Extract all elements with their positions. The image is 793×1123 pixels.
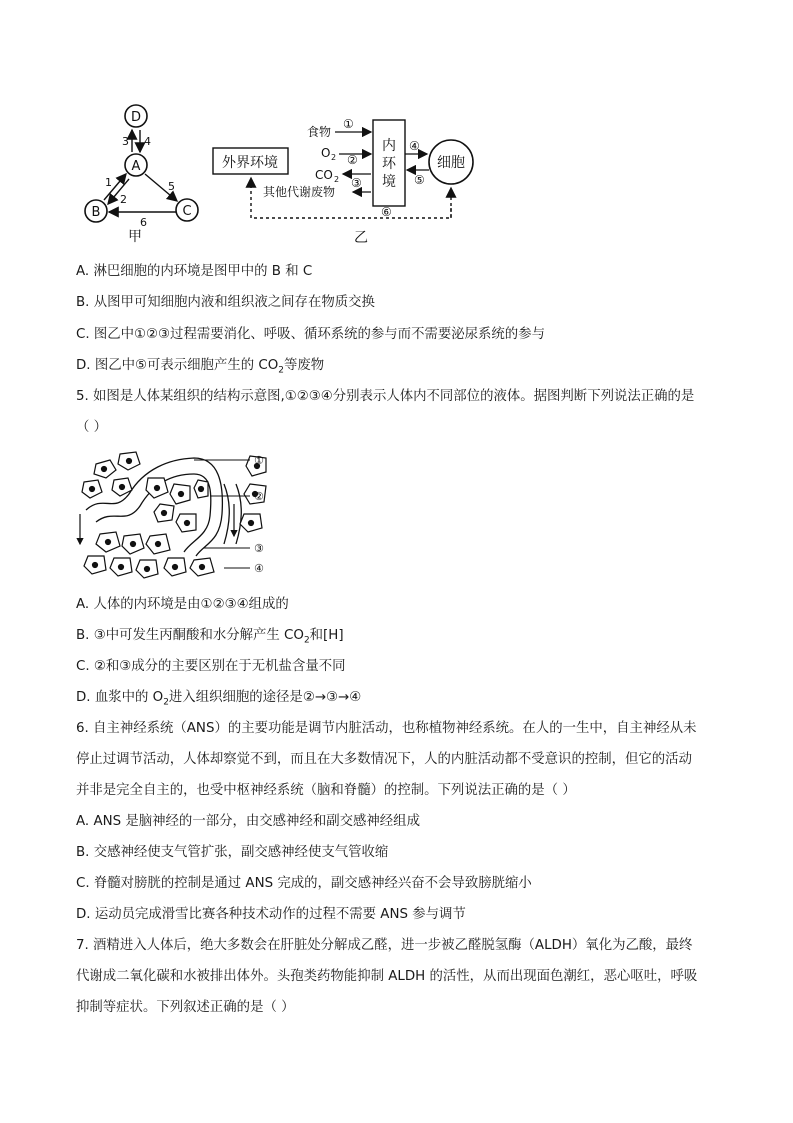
lymph-vessel <box>224 484 241 544</box>
input-food: 食物 <box>307 125 332 139</box>
q7-stem-line-1: 7. 酒精进入人体后，绝大多数会在肝脏处分解成乙醛，进一步被乙醛脱氢酶（ALDH）氧化为乙酸，最终 <box>76 938 693 953</box>
tissue-label-4: ④ <box>254 562 264 575</box>
outside-env-label: 外界环境 <box>222 155 278 171</box>
node-b-label: B <box>91 205 101 220</box>
number-5: ⑤ <box>414 173 425 187</box>
q4-option-d-text: D. 图乙中⑤可表示细胞产生的 CO <box>76 358 279 373</box>
q6-stem-line-3: 并非是完全自主的，也受中枢神经系统（脑和脊髓）的控制。下列说法正确的是（ ） <box>76 783 576 798</box>
q4-option-c: C. 图乙中①②③过程需要消化、呼吸、循环系统的参与而不需要泌尿系统的参与 <box>76 327 545 342</box>
figure-jia-caption: 甲 <box>128 229 142 245</box>
q5-option-a: A. 人体的内环境是由①②③④组成的 <box>76 597 289 612</box>
q6-stem-line-2: 停止过调节活动，人体却察觉不到，而且在大多数情况下，人的内脏活动都不受意识的控制，但它的活动 <box>76 752 692 767</box>
number-4: ④ <box>409 139 420 153</box>
q5-option-b <box>76 626 344 651</box>
arrow-number-4: 4 <box>144 135 151 148</box>
arrow-number-3: 3 <box>122 135 129 148</box>
q5-option-c: C. ②和③成分的主要区别在于无机盐含量不同 <box>76 659 346 674</box>
number-2: ② <box>347 153 358 167</box>
tissue-label-2: ② <box>254 490 264 503</box>
arrow-number-2: 2 <box>120 193 127 206</box>
q6-stem-line-1: 6. 自主神经系统（ANS）的主要功能是调节内脏活动，也称植物神经系统。在人的一生中，自主神经从未 <box>76 721 697 736</box>
q5-option-b-tail: 和[H] <box>309 628 344 643</box>
figure-jia <box>78 100 208 250</box>
tissue-cells <box>82 452 266 578</box>
q4-option-b: B. 从图甲可知细胞内液和组织液之间存在物质交换 <box>76 295 375 310</box>
number-6: ⑥ <box>381 205 392 219</box>
internal-env-char-3: 境 <box>382 174 396 190</box>
q4-option-d <box>76 356 324 381</box>
arrow-number-6: 6 <box>140 216 147 229</box>
q4-option-d-tail: 等废物 <box>284 358 325 373</box>
figure-yi <box>205 112 495 252</box>
q7-stem-line-3: 抑制等症状。下列叙述正确的是（ ） <box>76 1000 295 1015</box>
q5-stem: 5. 如图是人体某组织的结构示意图,①②③④分别表示人体内不同部位的液体。据图判断下列说法正确的是 <box>76 389 695 404</box>
q6-option-a: A. ANS 是脑神经的一部分，由交感神经和副交感神经组成 <box>76 814 420 829</box>
input-o2-sub: 2 <box>331 153 337 162</box>
q4-option-d-sub: 2 <box>278 365 285 376</box>
tissue-label-3: ③ <box>254 542 264 555</box>
node-a-label: A <box>131 159 141 174</box>
q5-option-d <box>76 688 361 713</box>
output-co2-sub: 2 <box>334 175 340 184</box>
number-3: ③ <box>351 176 362 190</box>
q5-option-d-sub: 2 <box>163 697 169 708</box>
arrow-number-5: 5 <box>168 180 175 193</box>
node-c-label: C <box>182 204 192 219</box>
q5-paren: （ ） <box>76 420 108 435</box>
q7-stem-line-2: 代谢成二氧化碳和水被排出体外。头孢类药物能抑制 ALDH 的活性，从而出现面色潮红，恶心呕吐，呼吸 <box>76 969 698 984</box>
tissue-label-1: ① <box>254 454 264 467</box>
q6-option-b: B. 交感神经使支气管扩张，副交感神经使支气管收缩 <box>76 845 389 860</box>
q6-option-c: C. 脊髓对膀胱的控制是通过 ANS 完成的，副交感神经兴奋不会导致膀胱缩小 <box>76 876 532 891</box>
figure-tissue <box>74 444 274 586</box>
input-o2: O <box>321 146 331 160</box>
internal-env-char-2: 环 <box>382 156 396 172</box>
cell-label: 细胞 <box>437 155 465 171</box>
q5-option-d-tail: 进入组织细胞的途径是②→③→④ <box>168 690 362 705</box>
output-waste: 其他代谢废物 <box>263 185 336 199</box>
q5-option-b-sub: 2 <box>303 635 310 646</box>
output-co2: CO <box>315 168 333 182</box>
q5-option-d-text: D. 血浆中的 O <box>76 690 164 705</box>
q4-option-a: A. 淋巴细胞的内环境是图甲中的 B 和 C <box>76 264 313 279</box>
node-d-label: D <box>130 110 142 125</box>
q5-option-b-text: B. ③中可发生丙酮酸和水分解产生 CO <box>76 628 304 643</box>
arrow-number-1: 1 <box>105 176 112 189</box>
internal-env-char-1: 内 <box>382 138 396 154</box>
figure-yi-caption: 乙 <box>354 230 368 246</box>
number-1: ① <box>343 117 354 131</box>
q6-option-d: D. 运动员完成滑雪比赛各种技术动作的过程不需要 ANS 参与调节 <box>76 907 466 922</box>
